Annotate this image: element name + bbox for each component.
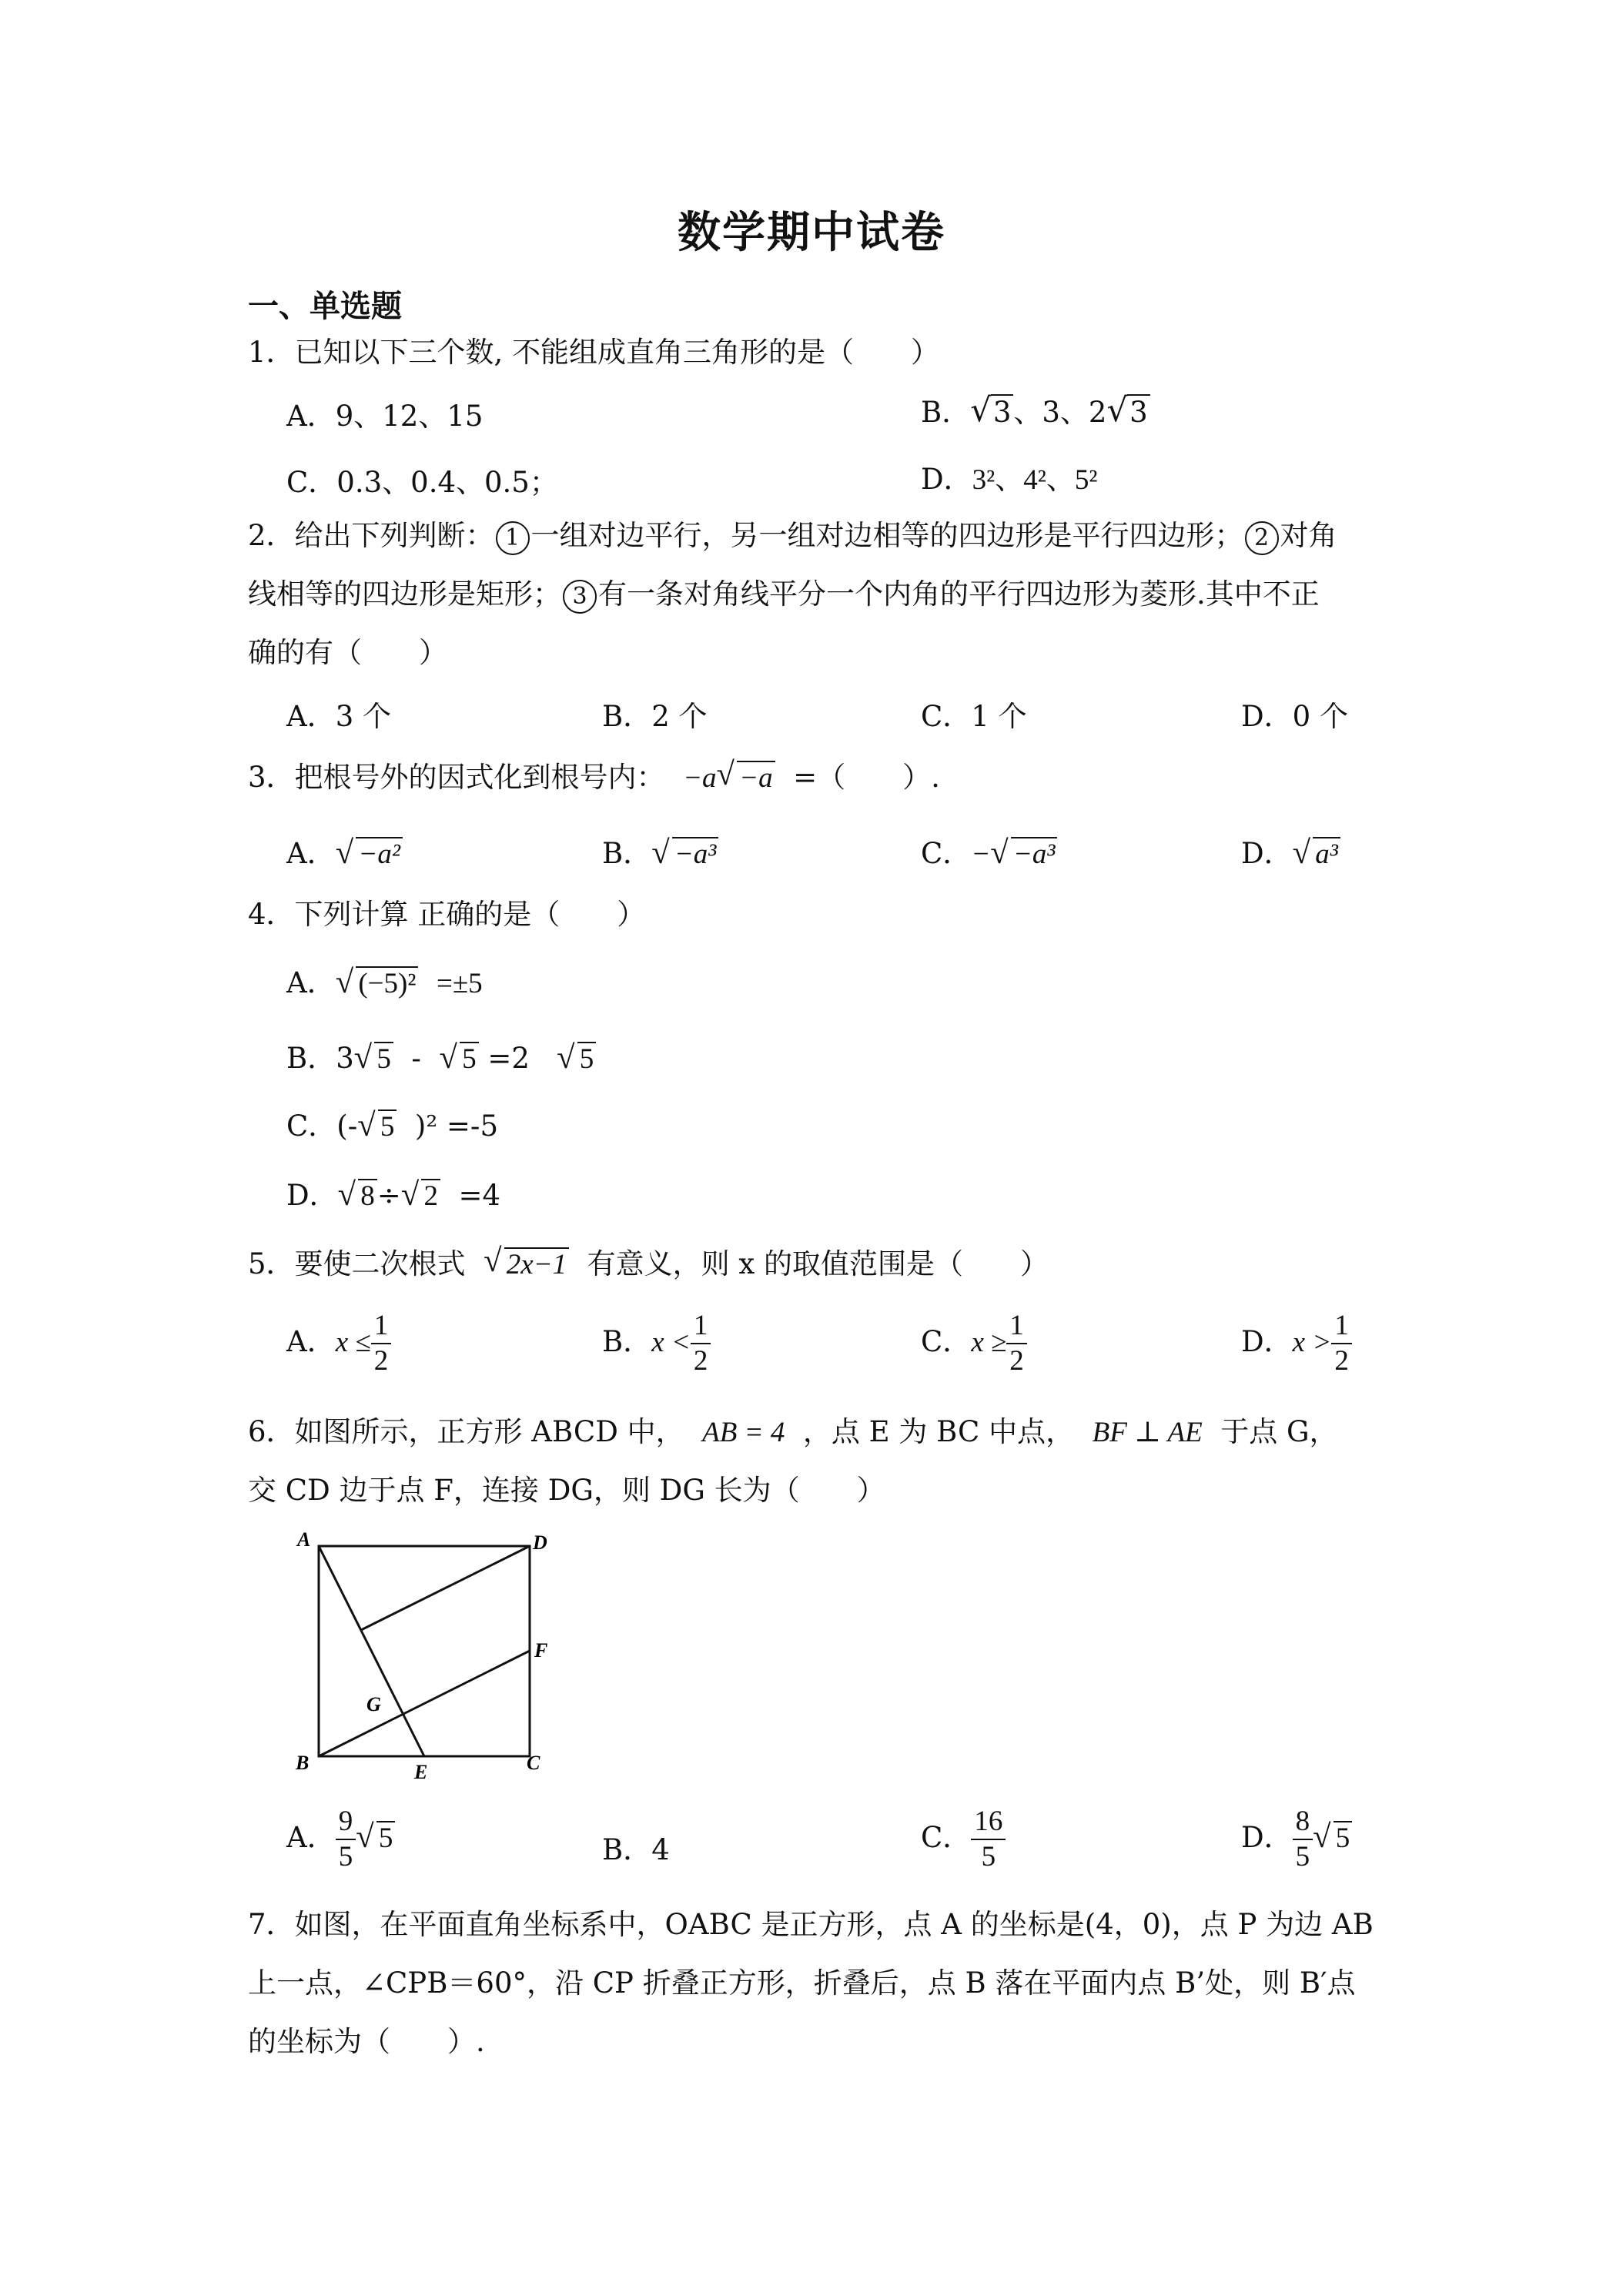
q5-option-d: D．x > $\frac{1}{2}$ — [1241, 1309, 1352, 1379]
segment-ae — [319, 1546, 424, 1756]
point-label-g: G — [366, 1693, 381, 1715]
vertex-label-f: F — [534, 1639, 548, 1662]
q1-option-b: B．√ 3、3、2√ 3 — [921, 389, 1150, 430]
q6-option-a: A． $\frac{9}{5}$ √ 5 — [286, 1805, 395, 1875]
q3-option-d: D．√ a³ — [1241, 830, 1340, 872]
q2-option-a: A．3 个 — [286, 700, 392, 733]
q5-option-a: A．x ≤ $\frac{1}{2}$ — [286, 1309, 391, 1379]
circled-number: 3 — [563, 580, 597, 614]
question-6-line-2: 交 CD 边于点 F，连接 DG，则 DG 长为（ ） — [248, 1474, 885, 1507]
q5-option-c: C．x ≥ $\frac{1}{2}$ — [921, 1309, 1027, 1379]
q6-option-d: D． $\frac{8}{5}$ √ 5 — [1241, 1805, 1352, 1875]
question-2-line-3: 确的有（ ） — [248, 636, 447, 669]
q3-option-b: B．√ −a³ — [602, 830, 718, 872]
question-2-line-1: 2．给出下列判断： 1 一组对边平行，另一组对边相等的四边形是平行四边形； 2 对角 — [248, 507, 1337, 565]
q3-option-c: C．−√ −a³ — [921, 830, 1057, 872]
question-1-stem: 1．已知以下三个数, 不能组成直角三角形的是（ ） — [248, 336, 940, 369]
q4-option-a: A．√ (−5)² =±5 — [286, 959, 483, 1001]
q4-option-b: B．3√ 5 - √ 5 =2 √ 5 — [286, 1035, 596, 1076]
vertex-label-d: D — [533, 1531, 547, 1554]
question-7-line-1: 7．如图，在平面直角坐标系中，OABC 是正方形，点 A 的坐标是(4，0)，点 P 为边 AB — [248, 1908, 1374, 1941]
point-label-e: E — [414, 1761, 428, 1783]
vertex-label-a: A — [297, 1528, 311, 1551]
question-5-stem: 5．要使二次根式 √ 2x−1 有意义，则 x 的取值范围是（ ） — [248, 1235, 1049, 1294]
question-4-stem: 4．下列计算 正确的是（ ） — [248, 898, 646, 931]
square-abcd — [319, 1546, 530, 1756]
q6-option-b: B．4 — [602, 1833, 670, 1866]
question-6-line-1: 6．如图所示，正方形 ABCD 中， AB = 4 ，点 E 为 BC 中点， BF ⊥ AE 于点 G， — [248, 1415, 1338, 1448]
q1-option-d: D．3²、4²、5² — [921, 463, 1098, 496]
section-heading: 一、单选题 — [248, 288, 402, 324]
page-title: 数学期中试卷 — [678, 207, 945, 258]
question-2-line-2: 线相等的四边形是矩形； 3 有一条对角线平分一个内角的平行四边形为菱形.其中不正 — [248, 565, 1320, 624]
vertex-label-c: C — [527, 1752, 540, 1774]
q4-option-c: C．(-√ 5 )² =-5 — [286, 1103, 498, 1144]
q4-option-d: D．√ 8÷√ 2 =4 — [286, 1172, 500, 1213]
segment-dg — [361, 1546, 530, 1630]
circled-number: 1 — [496, 521, 530, 555]
question-3-stem: 3．把根号外的因式化到根号内： −a√ −a =（ ）. — [248, 748, 940, 808]
q2-option-c: C．1 个 — [921, 700, 1027, 733]
question-7-line-2: 上一点，∠CPB＝60°，沿 CP 折叠正方形，折叠后，点 B 落在平面内点 B’处，则 B′点 — [248, 1966, 1356, 2000]
q1-option-c: C．0.3、0.4、0.5； — [286, 466, 558, 499]
segment-bf — [319, 1651, 530, 1756]
vertex-label-b: B — [296, 1752, 310, 1774]
q6-option-c: C． $\frac{16}{5}$ — [921, 1805, 1006, 1875]
q2-option-b: B．2 个 — [602, 700, 708, 733]
q2-option-d: D．0 个 — [1241, 700, 1348, 733]
square-figure — [285, 1525, 570, 1786]
question-7-line-3: 的坐标为（ ）. — [248, 2025, 485, 2058]
circled-number: 2 — [1245, 521, 1279, 555]
q5-option-b: B．x < $\frac{1}{2}$ — [602, 1309, 711, 1379]
q3-option-a: A．√ −a² — [286, 830, 403, 872]
q1-option-a: A．9、12、15 — [286, 400, 484, 433]
